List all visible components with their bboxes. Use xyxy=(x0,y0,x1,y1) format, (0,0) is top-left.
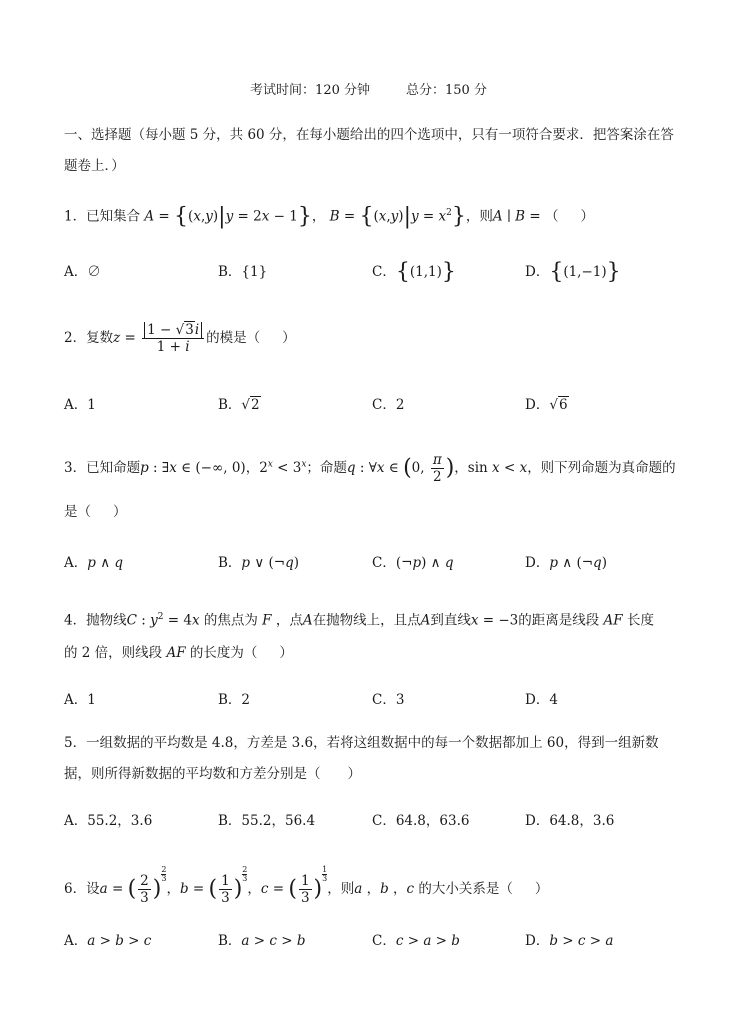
modulus-fraction: $\frac{1 - √3i}{1 + i}$ xyxy=(142,322,204,355)
question-4-options xyxy=(64,688,684,710)
option-a[interactable]: A．∅ xyxy=(64,264,101,280)
question-2: 2．复数z = $\frac{1 - √3i}{1 + i}$ 的模是（ ） xyxy=(64,322,296,355)
option-d[interactable]: D．p ∧ (¬q) xyxy=(525,555,607,571)
exam-time: 考试时间：120 分钟 xyxy=(250,83,370,98)
option-d[interactable]: D．b > c > a xyxy=(525,933,614,949)
option-c[interactable]: C．c > a > b xyxy=(372,933,460,949)
option-a[interactable]: A．1 xyxy=(64,692,96,708)
option-c[interactable]: C．(¬p) ∧ q xyxy=(372,555,454,571)
question-2-options xyxy=(64,393,684,415)
option-a[interactable]: A．p ∧ q xyxy=(64,555,124,571)
option-b[interactable]: B．2 xyxy=(218,692,251,708)
option-a[interactable]: A．a > b > c xyxy=(64,933,152,949)
option-c[interactable]: C．{(1,1)} xyxy=(372,259,456,285)
question-6: 6．设a = ( $\frac{2}{3}$ ) $\frac{2}{3}$ ，b = ( $\frac{1}{3}$ ) $\frac{2}{3}$ ，c = ( $\frac{1}{3}$ ) $\frac{1}{3}$ ，则a ，b ，c 的大小关系是（ ） xyxy=(64,865,549,906)
question-5-options xyxy=(64,809,684,831)
option-b[interactable]: B．p ∨ (¬q) xyxy=(218,555,300,571)
question-1: 1．已知集合 A = {(x,y)|y = 2x − 1}， $B = \{(x,y)|y = x^2\}$，则A ∣ B = （ ） xyxy=(64,204,594,229)
option-b[interactable]: B．{1} xyxy=(218,264,268,280)
option-b[interactable]: B．√2 xyxy=(218,397,260,413)
option-b[interactable]: B．a > c > b xyxy=(218,933,306,949)
option-b[interactable]: B．55.2，56.4 xyxy=(218,813,316,829)
question-1-options xyxy=(64,259,684,285)
option-a[interactable]: A．1 xyxy=(64,397,96,413)
question-5: 5．一组数据的平均数是 4.8，方差是 3.6，若将这组数据中的每一个数据都加上 60，得到一组新数据，则所得新数据的平均数和方差分别是（ ） xyxy=(64,735,659,782)
option-c[interactable]: C．64.8，63.6 xyxy=(372,813,470,829)
option-d[interactable]: D．64.8，3.6 xyxy=(525,813,615,829)
question-4-line-2: 的 2 倍，则线段 AF 的长度为（ ） xyxy=(64,645,293,661)
option-d[interactable]: D．4 xyxy=(525,692,558,708)
option-a[interactable]: A．55.2，3.6 xyxy=(64,813,153,829)
option-d[interactable]: D．√6 xyxy=(525,397,568,413)
exam-header xyxy=(0,79,737,98)
question-6-options xyxy=(64,929,684,951)
question-3-options xyxy=(64,551,684,573)
option-d[interactable]: D．{(1,−1)} xyxy=(525,259,621,285)
question-3-line-2: 是（ ） xyxy=(64,504,127,520)
question-4: 4．抛物线C : $y^2 = 4x$ 的焦点为 F ，点A在抛物线上，且点A到直线x = −3的距离是线段 AF 长度 xyxy=(64,612,654,629)
exam-total-score: 总分：150 分 xyxy=(406,83,487,98)
question-3: 3．已知命题p : ∃x ∈ (−∞, 0)，$2^x < 3^x$；命题q : ∀x ∈ (0, $\frac{\pi}{2}$ )，sin x < x，则下列命题为真命题的 xyxy=(64,452,676,485)
option-c[interactable]: C．2 xyxy=(372,397,405,413)
section-title: 一、选择题（每小题 5 分，共 60 分，在每小题给出的四个选项中，只有一项符合要求．把答案涂在答题卷上．） xyxy=(64,127,674,174)
option-c[interactable]: C．3 xyxy=(372,692,405,708)
